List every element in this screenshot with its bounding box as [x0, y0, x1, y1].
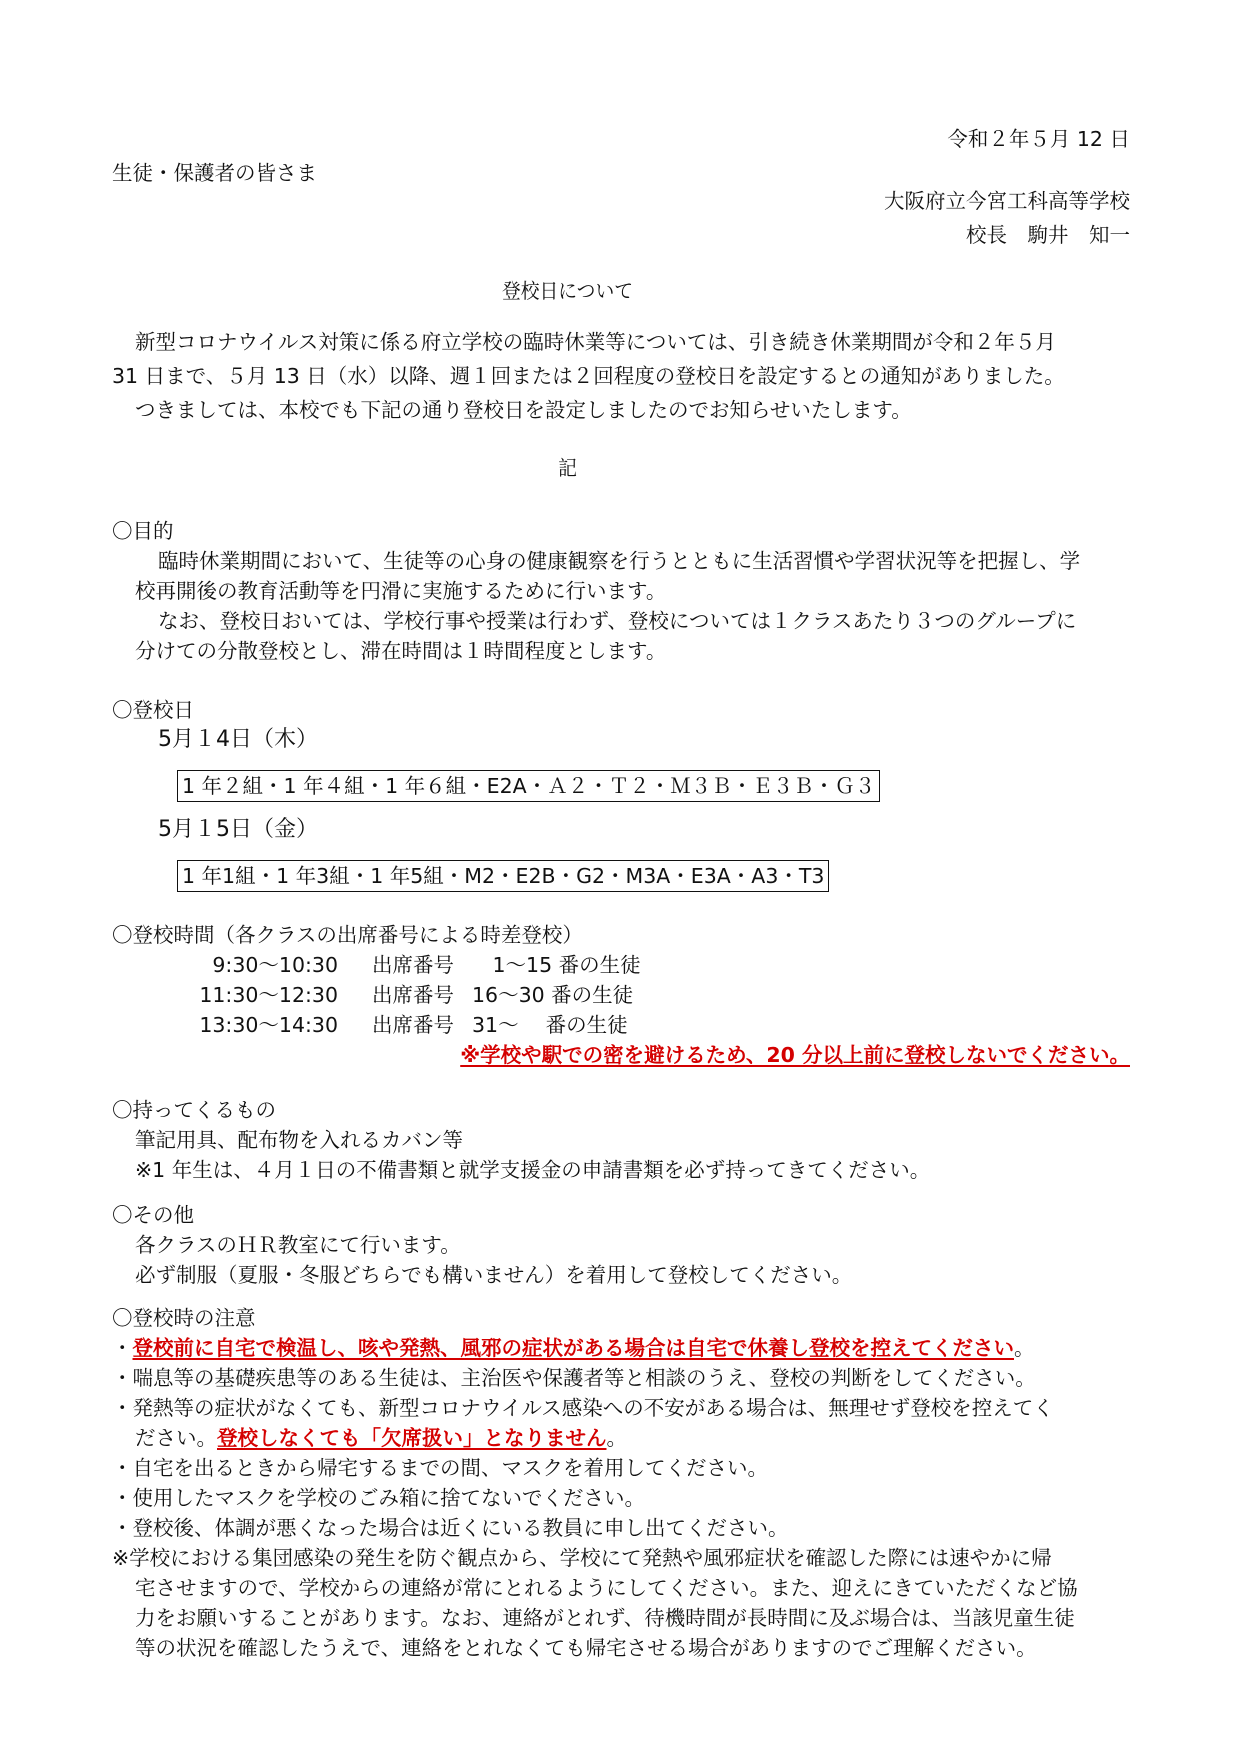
note-item-3-line-2: [135, 1423, 627, 1453]
final-note-line-3: 力をお願いすることがあります。なお、連絡がとれず、待機時間が長時間に及ぶ場合は、当該児童生徒: [135, 1606, 1075, 1630]
final-note-line-4: 等の状況を確認したうえで、連絡をとれなくても帰宅させる場合がありますのでご理解ください。: [135, 1636, 1037, 1660]
day2-label: 5月１5日（金）: [158, 817, 318, 842]
other-line-1: 各クラスのＨＲ教室にて行います。: [135, 1233, 461, 1257]
note-item-6: ・登校後、体調が悪くなった場合は近くにいる教員に申し出てください。: [112, 1516, 789, 1540]
purpose-line-4: 分けての分散登校とし、滞在時間は１時間程度とします。: [135, 639, 667, 663]
time-row: [158, 950, 641, 980]
bring-line-1: 筆記用具、配布物を入れるカバン等: [135, 1128, 463, 1152]
bring-line-2: ※1 年生は、４月１日の不備書類と就学支援金の申請書類を必ず持ってきてください。: [135, 1158, 931, 1182]
time-slot: 13:30～14:30: [199, 1013, 338, 1037]
attendance-label: 出席番号: [372, 1013, 454, 1037]
principal-name: 校長 駒井 知一: [966, 223, 1130, 247]
day1-classes-box: [177, 770, 880, 802]
attendance-label: 出席番号: [372, 983, 454, 1007]
school-name: 大阪府立今宮工科高等学校: [884, 189, 1130, 213]
bullet: ・: [112, 1336, 133, 1360]
recipient: 生徒・保護者の皆さま: [112, 161, 317, 185]
attendance-range: 31～ 番の生徒: [472, 1013, 628, 1037]
note-item-2: ・喘息等の基礎疾患等のある生徒は、主治医や保護者等と相談のうえ、登校の判断をしてください。: [112, 1366, 1036, 1390]
final-note-line-2: 宅させますので、学校からの連絡が常にとれるようにしてください。また、迎えにきていただくなど協: [135, 1576, 1078, 1600]
note-item-4: ・自宅を出るときから帰宅するまでの間、マスクを着用してください。: [112, 1456, 768, 1480]
day1-label: 5月１4日（木）: [158, 727, 318, 752]
purpose-line-1: 臨時休業期間において、生徒等の心身の健康観察を行うとともに生活習慣や学習状況等を把握し、学: [158, 549, 1081, 573]
ki-heading: 記: [558, 456, 577, 480]
arrival-warning: ※学校や駅での密を避けるため、20 分以上前に登校しないでください。: [460, 1043, 1130, 1067]
time-slot: 9:30～10:30: [212, 953, 338, 977]
note-item-3-line-1: ・発熱等の症状がなくても、新型コロナウイルス感染への不安がある場合は、無理せず登校を控えてく: [112, 1396, 1054, 1420]
day2-classes-box: [177, 860, 829, 892]
notes-heading: 〇登校時の注意: [112, 1306, 256, 1330]
attendance-label: 出席番号: [372, 953, 454, 977]
note-item-1: [112, 1333, 1035, 1363]
intro-line-3: つきましては、本校でも下記の通り登校日を設定しましたのでお知らせいたします。: [135, 398, 912, 422]
note-1-red-text: 登校前に自宅で検温し、咳や発熱、風邪の症状がある場合は自宅で休養し登校を控えてください: [132, 1336, 1014, 1360]
intro-line-2: 31 日まで、５月 13 日（水）以降、週１回または２回程度の登校日を設定するとの通知がありました。: [112, 364, 1065, 388]
note-3-prefix: ださい。: [135, 1426, 217, 1450]
punctuation: 。: [1014, 1336, 1035, 1360]
final-note-line-1: ※学校における集団感染の発生を防ぐ観点から、学校にて発熱や風邪症状を確認した際には速やかに帰: [112, 1546, 1052, 1570]
time-row: [158, 1010, 628, 1040]
time-row: [158, 980, 633, 1010]
document-date: 令和２年５月 12 日: [947, 127, 1130, 151]
page-title: 登校日について: [501, 279, 633, 303]
purpose-line-2: 校再開後の教育活動等を円滑に実施するために行います。: [135, 579, 667, 603]
attendance-range: 1～15 番の生徒: [472, 953, 641, 977]
purpose-line-3: なお、登校日おいては、学校行事や授業は行わず、登校については１クラスあたり３つのグループに: [158, 609, 1077, 633]
times-heading: 〇登校時間（各クラスの出席番号による時差登校）: [112, 923, 583, 947]
intro-line-1: 新型コロナウイルス対策に係る府立学校の臨時休業等については、引き続き休業期間が令和２年５月: [135, 330, 1056, 354]
purpose-heading: 〇目的: [112, 519, 174, 543]
note-3-red-text: 登校しなくても「欠席扱い」となりません: [217, 1426, 607, 1450]
day2-classes: 1 年1組・1 年3組・1 年5組・M2・E2B・G2・M3A・E3A・A3・T3: [177, 860, 829, 892]
other-heading: 〇その他: [112, 1203, 194, 1227]
punctuation: 。: [606, 1426, 627, 1450]
attendance-range: 16～30 番の生徒: [472, 983, 634, 1007]
day1-classes: 1 年２組・1 年４組・1 年６組・E2A・Ａ２・Ｔ２・Ｍ３Ｂ・Ｅ３Ｂ・Ｇ３: [177, 770, 880, 802]
time-slot: 11:30～12:30: [199, 983, 338, 1007]
days-heading: 〇登校日: [112, 698, 194, 722]
note-item-5: ・使用したマスクを学校のごみ箱に捨てないでください。: [112, 1486, 645, 1510]
bring-heading: 〇持ってくるもの: [112, 1098, 276, 1122]
other-line-2: 必ず制服（夏服・冬服どちらでも構いません）を着用して登校してください。: [135, 1263, 853, 1287]
